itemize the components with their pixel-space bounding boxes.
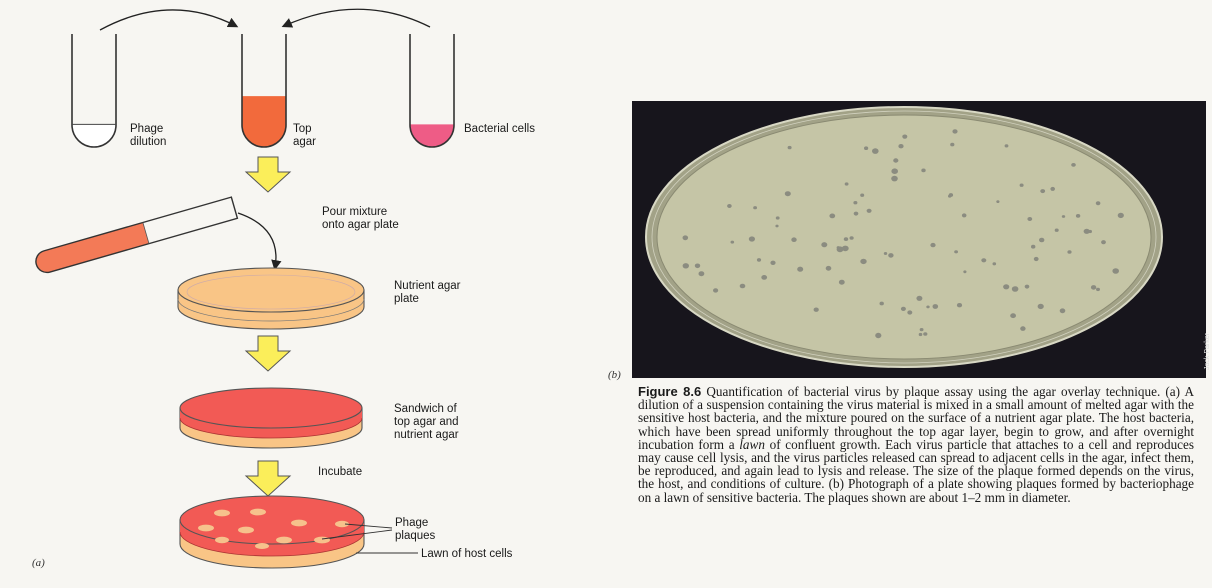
panel-a-label: (a) (32, 557, 45, 569)
nutrient-agar-plate (178, 268, 364, 329)
plaque (1096, 201, 1101, 205)
plaque (919, 333, 923, 336)
plaque (1020, 326, 1025, 331)
plaque (826, 266, 832, 271)
plaque (695, 264, 700, 269)
plaque (921, 169, 925, 173)
plaque (952, 129, 957, 133)
plaque (898, 144, 903, 148)
tube-liquid (242, 96, 286, 147)
plaque (860, 194, 864, 197)
plaque (770, 261, 775, 265)
plaque (314, 537, 330, 544)
plaque (926, 306, 929, 309)
sandwich-plate (180, 388, 362, 448)
plaque (854, 212, 859, 216)
plaque (949, 193, 953, 197)
plaque (901, 307, 906, 311)
plaque (902, 135, 907, 139)
plaque (699, 271, 705, 276)
plaque (683, 235, 689, 240)
plaque (893, 158, 898, 162)
agar-lawn (657, 115, 1151, 359)
plaque (923, 332, 927, 336)
plaque (291, 520, 307, 527)
plaque (775, 225, 778, 228)
plaque (993, 262, 997, 265)
plaque (1005, 144, 1009, 147)
plaque (930, 243, 935, 247)
plaque (844, 237, 848, 241)
plaque (1118, 213, 1124, 218)
pouring-tube (33, 197, 237, 275)
plaque (954, 250, 958, 253)
plaque-plate (180, 496, 364, 568)
plaque (215, 537, 229, 543)
panel-b-label: (b) (608, 369, 621, 381)
figure-caption (638, 385, 1194, 504)
plaque (740, 284, 746, 289)
plaque (1038, 304, 1044, 309)
transfer-arrow-phage (100, 10, 236, 30)
plaque (1088, 230, 1092, 233)
plaque (1034, 257, 1039, 261)
plaque (1039, 238, 1044, 243)
plaque (1055, 229, 1059, 232)
plaque (797, 267, 803, 272)
plaque (214, 510, 230, 517)
plaque (860, 259, 866, 264)
plaque (891, 176, 898, 182)
plaque (864, 146, 868, 150)
plaque (950, 143, 954, 147)
plaque-plate-photo (632, 101, 1211, 378)
plaque (785, 191, 791, 196)
figure-label: Figure 8.6 (638, 384, 702, 399)
plaque (1071, 163, 1076, 167)
plaque (845, 182, 849, 185)
plaque (888, 253, 893, 258)
plaque (788, 146, 792, 149)
plaque (962, 213, 967, 217)
plaque (683, 263, 689, 268)
plaque (867, 209, 872, 213)
plaque (880, 302, 884, 306)
plaque (920, 328, 924, 331)
plaque (1012, 286, 1019, 292)
tube-liquid (410, 124, 454, 147)
caption-text: of confluent growth. Each virus particle that attaches to a cell and reproduces may cause cell lysis, and the virus particles released can spread to adjacent cells in the agar, infect them, be reproduced, and again lead to lysis and release. The size of the plaque formed depends on the virus, the host, and conditions of culture. (b) Photograph of a plate showing plaques formed by bacteriophage on a lawn of sensitive bacteria. The plaques shown are about 1–2 mm in diameter. (638, 436, 1194, 505)
plaque (1096, 288, 1100, 291)
plaque (821, 242, 827, 247)
plaque (1003, 284, 1009, 289)
step-arrow-icon (246, 336, 290, 371)
plaque (853, 201, 857, 204)
plaque (981, 258, 986, 262)
plaque (884, 252, 887, 255)
plaque (1101, 240, 1106, 244)
plaque (1031, 245, 1035, 249)
photo-credit: Jack Parker (1204, 333, 1211, 370)
plaque (829, 214, 835, 219)
plaque (757, 258, 761, 262)
plaque (907, 310, 912, 314)
plaque (753, 206, 757, 209)
plaque (891, 168, 898, 174)
bacterial-cells-tube (410, 34, 454, 147)
incubate-label: Incubate (318, 466, 363, 478)
plaque (1067, 250, 1071, 254)
plaque (875, 333, 881, 338)
plaque (761, 275, 767, 280)
plaque (255, 543, 269, 549)
plaque (916, 296, 922, 301)
tube-liquid (72, 124, 116, 147)
nutrient-plate-label: Nutrient agar plate (394, 280, 461, 305)
plaque (749, 236, 755, 241)
plaque (1091, 285, 1096, 290)
phage-dilution-label: Phage dilution (130, 123, 167, 148)
plaque (1025, 285, 1030, 289)
plaque (776, 216, 780, 219)
plaque (731, 241, 735, 244)
plaque (1076, 214, 1080, 218)
plaque (872, 148, 879, 154)
plaque (276, 537, 292, 544)
plaque (996, 200, 999, 203)
step-arrow-icon (246, 157, 290, 192)
plaque (198, 525, 214, 532)
plaque (250, 509, 266, 516)
plaque (1040, 189, 1045, 193)
lawn-label: Lawn of host cells (421, 548, 513, 560)
plaque (814, 308, 819, 312)
top-agar-label: Top agar (293, 123, 317, 148)
step-arrow-icon (246, 461, 290, 496)
sandwich-label: Sandwich of top agar and nutrient agar (394, 403, 459, 441)
plaque (238, 527, 254, 534)
plaque (1062, 215, 1065, 218)
top-agar-tube (242, 34, 286, 147)
pour-arrow (238, 213, 276, 268)
plaque (1050, 187, 1055, 191)
caption-text: Quantification of bacterial virus by plaque assay using the agar overlay technique. (a) A dilution of a suspension containing the virus material is mixed in a small amount of melted agar with the sensitive host bacteria, and the mixture poured on the surface of a nutrient agar plate. The host bacteria, which have been spread uniformly throughout the top agar layer, begin to grow, and after overnight incubation form a (638, 384, 1194, 452)
plaque (963, 270, 966, 273)
pour-step-label: Pour mixture onto agar plate (322, 206, 399, 231)
plaque (1060, 308, 1066, 313)
phage-dilution-tube (72, 34, 116, 147)
plaque (727, 204, 732, 208)
plaque (850, 236, 854, 240)
plaque (842, 246, 849, 252)
transfer-arrow-bacteria (284, 9, 430, 27)
caption-term-lawn: lawn (739, 436, 765, 452)
plaque (1027, 217, 1032, 221)
plaque (957, 303, 962, 307)
plaque (1112, 268, 1119, 274)
plaque (791, 237, 796, 242)
plaque (1010, 313, 1016, 318)
plaques-label: Phage plaques (395, 517, 436, 542)
plaque (933, 304, 939, 309)
plaque (839, 280, 845, 285)
bacterial-cells-label: Bacterial cells (464, 123, 535, 135)
plaque (1020, 184, 1024, 187)
plaque (713, 288, 718, 292)
